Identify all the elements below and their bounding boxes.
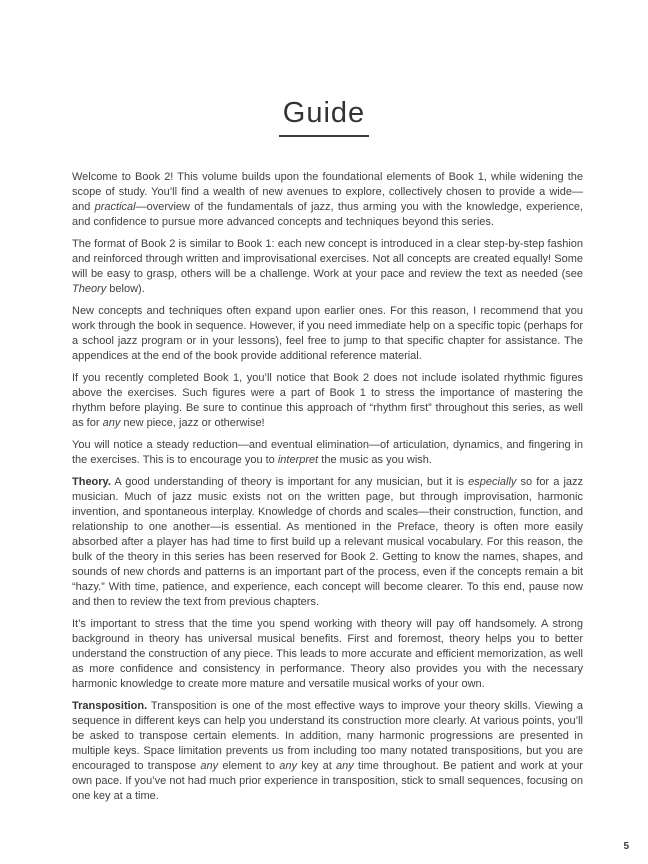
italic-text-run: any [279,760,297,772]
text-run: It’s important to stress that the time you spend working with theory will pay off handsomely. A strong background in theory has universal musical benefits. First and foremost, theory helps you to better understand the construction of any piece. This leads to more accurate and efficient memorization, as well as more confidence and consistency in performance. Theory also provides you with the necessary harmonic knowledge to create more mature and versatile musical works of your own. [72,618,583,690]
page-number: 5 [623,841,629,852]
text-run: Welcome to Book 2! This volume builds upon the foundational elements of Book 1, while widening the scope of study. You’ll find a wealth of new avenues to explore, collectively chosen to provide a wide—and [72,171,583,213]
text-run: Transposition is one of the most effective ways to improve your theory skills. Viewing a sequence in different keys can help you understand its construction more clearly. At various points, you’ll be asked to transpose certain elements. In addition, many harmonic progressions are presented in multiple keys. Space limitation prevents us from including too many notated transpositions, but you are encouraged to transpose [72,700,583,772]
text-run: element to [218,760,280,772]
text-run: A good understanding of theory is important for any musician, but it is [110,476,469,488]
paragraph [72,237,583,297]
text-run: new piece, jazz or otherwise! [120,417,265,429]
text-run: The format of Book 2 is similar to Book 1: each new concept is introduced in a clear step-by-step fashion and reinforced through written and improvisational exercises. Not all concepts are created equally! Some will be easy to grasp, others will be a challenge. Work at your pace and review the text as needed (see [72,238,583,280]
page-title-text: Guide [279,97,369,137]
paragraph [72,304,583,364]
text-run: so for a jazz musician. Much of jazz music exists not on the written page, but through improvisation, harmonic invention, and spontaneous interplay. Knowledge of chords and scales—their construction, function, and relationship to one another—is essential. As mentioned in the Preface, theory is often more easily absorbed after a player has had time to first build up a relevant musical vocabulary. For this reason, the bulk of the theory in this series has been reserved for Book 2. Getting to know the names, shapes, and sounds of new chords and patterns is an important part of the process, even if the concepts remain a bit “hazy.” With time, patience, and experience, each concept will become clearer. To this end, pause now and then to review the text from previous chapters. [72,476,583,608]
paragraph [72,371,583,431]
italic-text-run: especially [468,476,517,488]
text-run: If you recently completed Book 1, you’ll notice that Book 2 does not include isolated rhythmic figures above the exercises. Such figures were a part of Book 1 to stress the importance of mastering the rhythm before playing. Be sure to continue this approach of “rhythm first” throughout this series, as well as for [72,372,583,429]
italic-text-run: Theory [72,283,107,295]
paragraph [72,617,583,692]
italic-text-run: any [200,760,219,772]
text-run: below). [106,283,145,295]
italic-text-run: practical [94,201,136,213]
paragraph [72,170,583,230]
paragraph [72,699,583,804]
paragraph [72,438,583,468]
paragraph [72,475,583,610]
bold-lead-in: Transposition. [72,700,148,712]
italic-text-run: any [336,760,354,772]
text-run: time throughout. Be patient and work at your own pace. If you’ve not had much prior experience in transposition, stick to small sequences, focusing on one key at a time. [72,760,583,802]
text-run: the music as you wish. [318,454,432,466]
italic-text-run: interpret [277,454,319,466]
text-run: You will notice a steady reduction—and eventual elimination—of articulation, dynamics, and fingering in the exercises. This is to encourage you to [72,439,583,466]
text-run: key at [296,760,337,772]
body-text [72,170,583,811]
italic-text-run: any [102,417,121,429]
text-run: New concepts and techniques often expand upon earlier ones. For this reason, I recommend that you work through the book in sequence. However, if you need immediate help on a specific topic (perhaps for a school jazz program or in your lessons), feel free to jump to that specific chapter for assistance. The appendices at the end of the book provide additional reference material. [72,305,583,362]
text-run: —overview of the fundamentals of jazz, thus arming you with the knowledge, experience, and confidence to pursue more advanced concepts and techniques beyond this series. [72,201,583,228]
page-title [0,0,648,137]
bold-lead-in: Theory. [72,476,111,488]
